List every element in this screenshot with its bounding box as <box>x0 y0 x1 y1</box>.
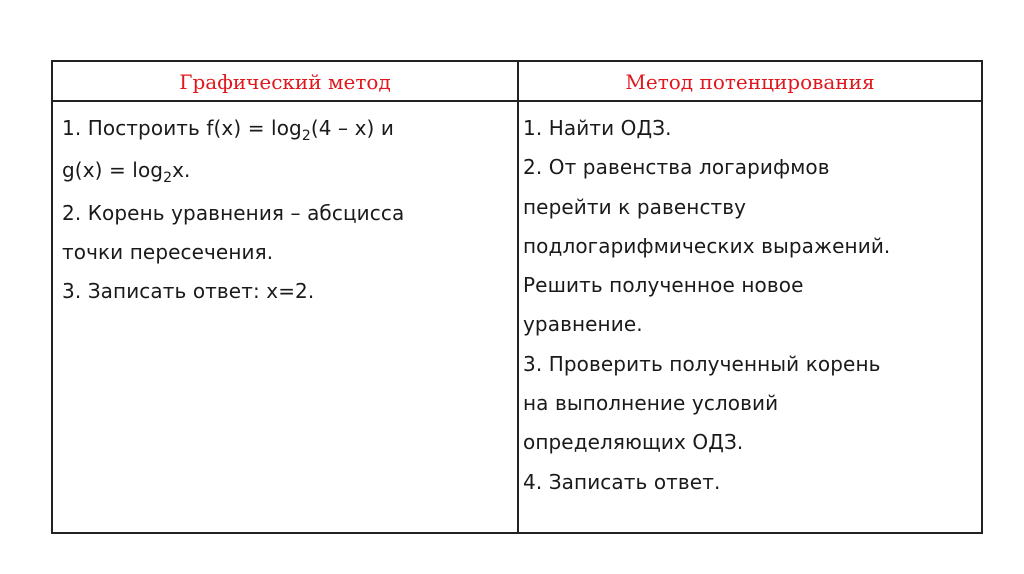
right-line: 2. От равенства логарифмов <box>523 155 830 180</box>
step-1-line-1 <box>62 109 510 151</box>
right-line: подлогарифмических выражений. <box>523 233 891 258</box>
right-line: 4. Записать ответ. <box>523 469 721 494</box>
step-2-line-1: 2. Корень уравнения – абсцисса <box>62 200 405 225</box>
column-divider <box>517 62 519 532</box>
step-1-text-c: g(x) = log <box>62 158 164 183</box>
right-line: уравнение. <box>523 312 643 337</box>
methods-table <box>51 60 983 534</box>
potentiation-method-steps <box>523 109 979 502</box>
step-3-line-1: 3. Записать ответ: x=2. <box>62 279 315 304</box>
right-line: 3. Проверить полученный корень <box>523 351 881 376</box>
right-line: на выполнение условий <box>523 391 779 416</box>
header-potentiation-method: Метод потенцирования <box>625 70 875 94</box>
header-graphical-method: Графический метод <box>179 70 391 94</box>
right-line: 1. Найти ОДЗ. <box>523 116 672 140</box>
step-1-text-b: (4 – x) и <box>310 116 394 140</box>
right-line: Решить полученное новое <box>523 273 804 298</box>
log-base-subscript: 2 <box>301 128 311 144</box>
step-2-line-2: точки пересечения. <box>62 239 274 264</box>
graphical-method-steps <box>62 109 510 311</box>
step-1-line-2 <box>62 151 510 193</box>
right-line: определяющих ОДЗ. <box>523 430 744 455</box>
right-line: перейти к равенству <box>523 194 747 219</box>
log-base-subscript: 2 <box>163 170 173 187</box>
step-1-text-a: 1. Построить f(x) = log <box>62 116 302 140</box>
step-1-text-d: x. <box>172 158 191 183</box>
